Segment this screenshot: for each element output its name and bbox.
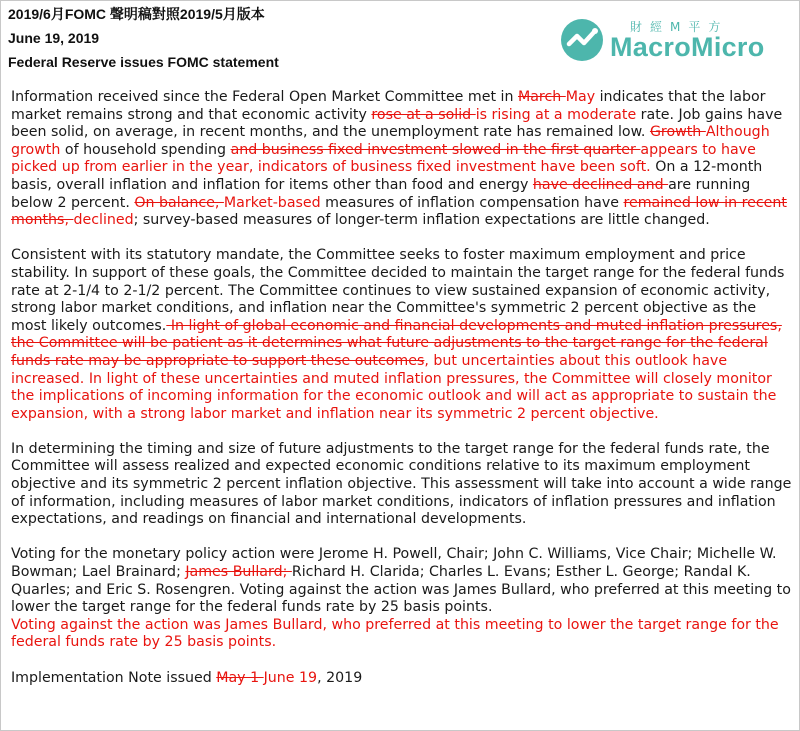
deleted-text: On balance, xyxy=(134,194,224,211)
statement-paragraph xyxy=(11,670,793,688)
statement-text: are running below 2 percent. xyxy=(11,176,751,211)
statement-subtitle: Federal Reserve issues FOMC statement xyxy=(8,54,279,70)
inserted-text: appears to have picked up from earlier in the year, indicators of business fixed investment have been soft. xyxy=(11,141,756,176)
macromicro-logo xyxy=(560,16,790,66)
statement-text: On a 12-month basis, overall inflation and inflation for items other than food and energy xyxy=(11,159,763,193)
inserted-text: May xyxy=(565,89,596,105)
statement-paragraph xyxy=(11,546,793,652)
inserted-text: declined xyxy=(73,212,134,229)
statement-text: Richard H. Clarida; Charles L. Evans; Esther L. George; Randal K. Quarles; and Eric S. Rosengren. Voting against the action was James Bullard, who preferred at this meeting to lower the target range for the federal funds rate by 25 basis points. xyxy=(11,564,791,616)
statement-text: Information received since the Federal Open Market Committee met in xyxy=(11,89,518,105)
statement-text: of household spending xyxy=(60,141,231,158)
inserted-text: June 19 xyxy=(263,669,318,686)
deleted-text: March xyxy=(518,89,566,105)
document-title: 2019/6月FOMC 聲明稿對照2019/5月版本 xyxy=(8,6,265,22)
statement-paragraph xyxy=(11,441,793,529)
inserted-text: Although growth xyxy=(11,124,770,158)
logo-text-cn: 財經M平方 xyxy=(630,20,729,34)
statement-text: rate. Job gains have been solid, on average, in recent months, and the unemployment rate has remained low. xyxy=(11,106,783,141)
deleted-text: James Bullard; xyxy=(185,564,292,581)
deleted-text: remained low in recent months, xyxy=(11,194,787,229)
statement-text: Implementation Note issued xyxy=(11,669,217,686)
macromicro-logo-icon xyxy=(560,18,604,62)
statement-paragraph xyxy=(11,247,793,423)
statement-text: Voting for the monetary policy action were Jerome H. Powell, Chair; John C. Williams, Vice Chair; Michelle W. Bowman; Lael Brainard; xyxy=(11,546,777,581)
inserted-text: , but uncertainties about this outlook have increased. In light of these uncertainties and muted inflation pressures, the Committee will closely monitor the implications of incoming information for the economic outlook and will act as appropriate to sustain the expansion, with a strong labor market and inflation near its symmetric 2 percent objective. xyxy=(11,352,777,422)
logo-text-en: MacroMicro xyxy=(610,32,765,62)
deleted-text: In light of global economic and financial developments and muted inflation pressures, the Committee will be patient as it determines what future adjustments to the target range for the federal funds rate may be appropriate to support these outcomes xyxy=(11,317,782,369)
inserted-text: Market-based xyxy=(223,194,321,211)
statement-text: Consistent with its statutory mandate, the Committee seeks to foster maximum employment and price stability. In support of these goals, the Committee decided to maintain the target range for the federal funds rate at 2-1/4 to 2-1/2 percent. The Committee continues to view sustained expansion of economic activity, strong labor market conditions, and inflation near the Committee's symmetric 2 percent objective as the most likely outcomes. xyxy=(11,247,785,334)
deleted-text: and business fixed investment slowed in the first quarter xyxy=(230,141,641,158)
statement-text: , 2019 xyxy=(317,669,363,686)
document-header xyxy=(8,6,279,78)
statement-paragraph xyxy=(11,89,793,230)
deleted-text: Growth xyxy=(649,124,706,141)
deleted-text: May 1 xyxy=(216,669,264,686)
statement-body xyxy=(11,89,793,705)
statement-date: June 19, 2019 xyxy=(8,30,100,46)
statement-text: indicates that the labor market remains strong and that economic activity xyxy=(11,89,766,123)
statement-text: ; survey-based measures of longer-term inflation expectations are little changed. xyxy=(133,212,710,229)
statement-text: In determining the timing and size of future adjustments to the target range for the federal funds rate, the Committee will assess realized and expected economic conditions relative to its maximum employment objective and its symmetric 2 percent inflation objective. This assessment will take into account a wide range of information, including measures of labor market conditions, indicators of inflation pressures and inflation expectations, and readings on financial and international developments. xyxy=(11,440,792,528)
statement-text: measures of inflation compensation have xyxy=(320,194,624,211)
inserted-text: Voting against the action was James Bullard, who preferred at this meeting to lower the target range for the federal funds rate by 25 basis points. xyxy=(11,616,779,651)
deleted-text: have declined and xyxy=(532,176,669,193)
deleted-text: rose at a solid xyxy=(371,106,476,123)
inserted-text: is rising at a moderate xyxy=(475,106,637,123)
